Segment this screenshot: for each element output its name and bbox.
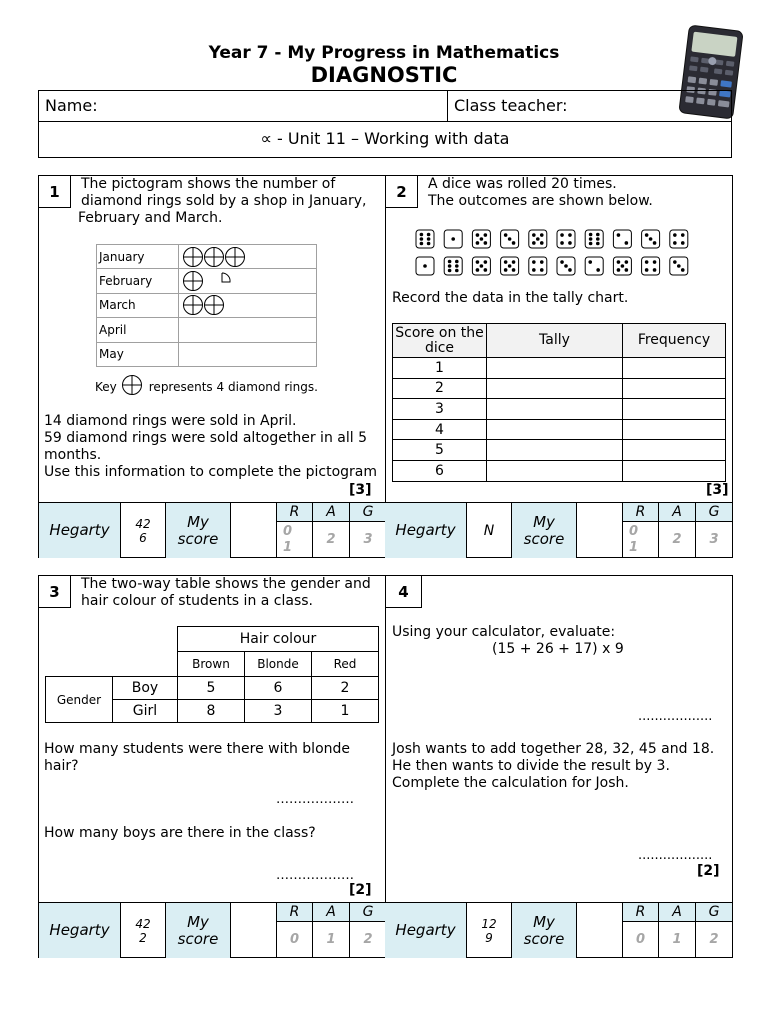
rag-green-header: G [696, 903, 732, 922]
diamond-ring-symbol-icon [226, 247, 245, 266]
dice-face-icon [444, 230, 462, 248]
rag-green-value[interactable]: 3 [363, 532, 373, 547]
class-teacher-label: Class teacher: [454, 96, 568, 115]
my-score-input[interactable] [231, 503, 277, 558]
frequency-cell[interactable] [623, 440, 726, 461]
frequency-cell[interactable] [623, 378, 726, 399]
my-score-input[interactable] [577, 903, 623, 958]
rag-red-value[interactable]: 0 [623, 922, 659, 958]
tally-cell[interactable] [487, 460, 623, 481]
rag-amber-header: A [313, 503, 350, 522]
dice-face-icon [501, 230, 519, 248]
question-4-marks: [2] [697, 863, 720, 879]
tally-row: 3 [393, 399, 726, 420]
diamond-ring-quarter-icon [222, 273, 230, 282]
rag-green-value[interactable]: 3 [709, 532, 719, 547]
hegarty-label: Hegarty [385, 503, 467, 558]
question-1-intro-line3: February and March. [78, 210, 223, 226]
diamond-ring-symbol-icon [184, 272, 203, 291]
tally-chart [392, 323, 726, 482]
rag-amber-header: A [659, 903, 696, 922]
hegarty-code: 42 6 [121, 503, 166, 558]
pictogram-row: April [97, 318, 317, 342]
page-title: Year 7 - My Progress in Mathematics [208, 43, 560, 63]
rag-red-header: R [277, 503, 313, 522]
rag-amber-header: A [659, 503, 696, 522]
name-label: Name: [45, 96, 98, 115]
tally-row: 5 [393, 440, 726, 461]
tally-header-frequency: Frequency [623, 324, 726, 358]
rag-red-value[interactable]: 0 1 [623, 522, 659, 558]
rag-green-header: G [696, 503, 732, 522]
rag-green-header: G [350, 903, 386, 922]
unit-title: ∝ - Unit 11 – Working with data [260, 129, 510, 148]
diamond-ring-symbols [181, 319, 281, 341]
pictogram-row: May [97, 342, 317, 366]
diamond-ring-symbol-icon [121, 374, 143, 396]
dice-face-icon [585, 230, 603, 248]
dice-face-icon [670, 257, 688, 275]
pictogram-row: February [97, 269, 317, 293]
my-score-label: My score [512, 903, 577, 958]
pictogram-key: Key represents 4 diamond rings. [95, 379, 318, 396]
tally-header-tally: Tally [487, 324, 623, 358]
score-strip-q2 [385, 502, 733, 558]
dice-face-icon [472, 257, 490, 275]
tally-row: 1 [393, 358, 726, 379]
pictogram-symbols[interactable] [179, 293, 317, 317]
question-2-marks: [3] [706, 482, 729, 498]
answer-line-4a[interactable]: .................. [638, 709, 713, 724]
my-score-input[interactable] [577, 503, 623, 558]
student-info-header [38, 90, 732, 158]
hegarty-code: N [467, 503, 512, 558]
hair-colour-header: Hair colour [178, 627, 379, 652]
tally-cell[interactable] [487, 358, 623, 379]
rag-red-header: R [623, 503, 659, 522]
rag-amber-value[interactable]: 1 [313, 922, 350, 958]
question-3a: How many students were there with blonde hair? [44, 741, 351, 774]
rag-green-value[interactable]: 2 [709, 932, 719, 947]
dice-face-icon [501, 257, 519, 275]
question-1-intro: The pictogram shows the number of diamond rings sold by a shop in January, [81, 176, 367, 209]
frequency-cell[interactable] [623, 419, 726, 440]
tally-header-score: Score on the dice [393, 324, 487, 358]
dice-face-icon [613, 257, 631, 275]
score-strip-q4 [385, 902, 733, 958]
hegarty-label: Hegarty [39, 903, 121, 958]
pictogram-symbols[interactable] [179, 342, 317, 366]
dice-face-icon [642, 257, 660, 275]
dice-outcomes [414, 228, 694, 278]
question-4a-expression: (15 + 26 + 17) x 9 [492, 641, 624, 657]
tally-row: 2 [393, 378, 726, 399]
diamond-ring-symbols [181, 343, 281, 365]
tally-cell[interactable] [487, 378, 623, 399]
gender-label: Gender [46, 677, 113, 723]
diamond-ring-symbols [181, 246, 281, 268]
pictogram-row: March [97, 293, 317, 317]
tally-cell[interactable] [487, 419, 623, 440]
my-score-input[interactable] [231, 903, 277, 958]
diamond-ring-symbols [181, 270, 281, 292]
tally-row: 6 [393, 460, 726, 481]
table-row: Girl 8 3 1 [46, 700, 379, 723]
score-strip-q3 [38, 902, 386, 958]
question-3-box [38, 575, 386, 903]
dice-face-icon [416, 230, 434, 248]
score-strip-q1 [38, 502, 386, 558]
my-score-label: My score [166, 503, 231, 558]
pictogram-symbols[interactable] [179, 269, 317, 293]
dice-face-icon [444, 257, 462, 275]
dice-face-icon [613, 230, 631, 248]
my-score-label: My score [512, 503, 577, 558]
frequency-cell[interactable] [623, 460, 726, 481]
pictogram-symbols[interactable] [179, 318, 317, 342]
dice-face-icon [585, 257, 603, 275]
diamond-ring-symbol-icon [184, 296, 203, 315]
rag-red-header: R [277, 903, 313, 922]
rag-amber-value[interactable]: 1 [659, 922, 696, 958]
question-4b: Josh wants to add together 28, 32, 45 and 18. He then wants to divide the result by 3. Complete the calculation for Josh. [392, 741, 715, 791]
dice-face-icon [472, 230, 490, 248]
dice-face-icon [670, 230, 688, 248]
tally-instruction: Record the data in the tally chart. [392, 290, 629, 306]
rag-green-header: G [350, 503, 386, 522]
question-1-body: 14 diamond rings were sold in April. 59 diamond rings were sold altogether in all 5 months. Use this information to complete the pictogram [44, 413, 378, 480]
question-2-intro: A dice was rolled 20 times. The outcomes are shown below. [428, 176, 653, 209]
dice-face-icon [416, 257, 434, 275]
answer-line-3a[interactable]: ……………… [276, 792, 354, 807]
question-1-number: 1 [38, 175, 71, 208]
rag-red-value[interactable]: 0 1 [277, 522, 313, 558]
answer-line-4b[interactable]: .................. [638, 848, 713, 863]
frequency-cell[interactable] [623, 399, 726, 420]
dice-face-icon [529, 230, 547, 248]
pictogram-row: January [97, 245, 317, 269]
tally-cell[interactable] [487, 440, 623, 461]
diamond-ring-symbol-icon [205, 296, 224, 315]
hegarty-code: 12 9 [467, 903, 512, 958]
pictogram-symbols[interactable] [179, 245, 317, 269]
rag-amber-header: A [313, 903, 350, 922]
question-3-marks: [2] [349, 882, 372, 898]
two-way-table: Hair colour Brown Blonde Red Gender Boy 5 6 2 Girl 8 3 1 [45, 626, 379, 723]
frequency-cell[interactable] [623, 358, 726, 379]
dice-face-icon [557, 230, 575, 248]
rag-red-header: R [623, 903, 659, 922]
pictogram-table [96, 244, 317, 367]
question-3-intro: The two-way table shows the gender and hair colour of students in a class. [81, 576, 371, 609]
question-4-number: 4 [385, 575, 422, 608]
rag-amber-value[interactable]: 2 [313, 522, 350, 558]
rag-red-value[interactable]: 0 [277, 922, 313, 958]
question-2-number: 2 [385, 175, 418, 208]
tally-row: 4 [393, 419, 726, 440]
dice-face-icon [557, 257, 575, 275]
question-3b: How many boys are there in the class? [44, 825, 316, 841]
diamond-ring-symbol-icon [205, 247, 224, 266]
tally-cell[interactable] [487, 399, 623, 420]
hegarty-label: Hegarty [385, 903, 467, 958]
answer-line-3b[interactable]: ……………… [276, 868, 354, 883]
rag-green-value[interactable]: 2 [363, 932, 373, 947]
hegarty-label: Hegarty [39, 503, 121, 558]
dice-face-icon [529, 257, 547, 275]
my-score-label: My score [166, 903, 231, 958]
diamond-ring-symbols [181, 294, 281, 316]
page-subtitle: DIAGNOSTIC [310, 63, 458, 87]
table-row: Gender Boy 5 6 2 [46, 677, 379, 700]
question-4a: Using your calculator, evaluate: [392, 624, 616, 640]
question-3-number: 3 [38, 575, 71, 608]
dice-face-icon [642, 230, 660, 248]
hegarty-code: 42 2 [121, 903, 166, 958]
question-1-marks: [3] [349, 482, 372, 498]
rag-amber-value[interactable]: 2 [659, 522, 696, 558]
diamond-ring-symbol-icon [184, 247, 203, 266]
